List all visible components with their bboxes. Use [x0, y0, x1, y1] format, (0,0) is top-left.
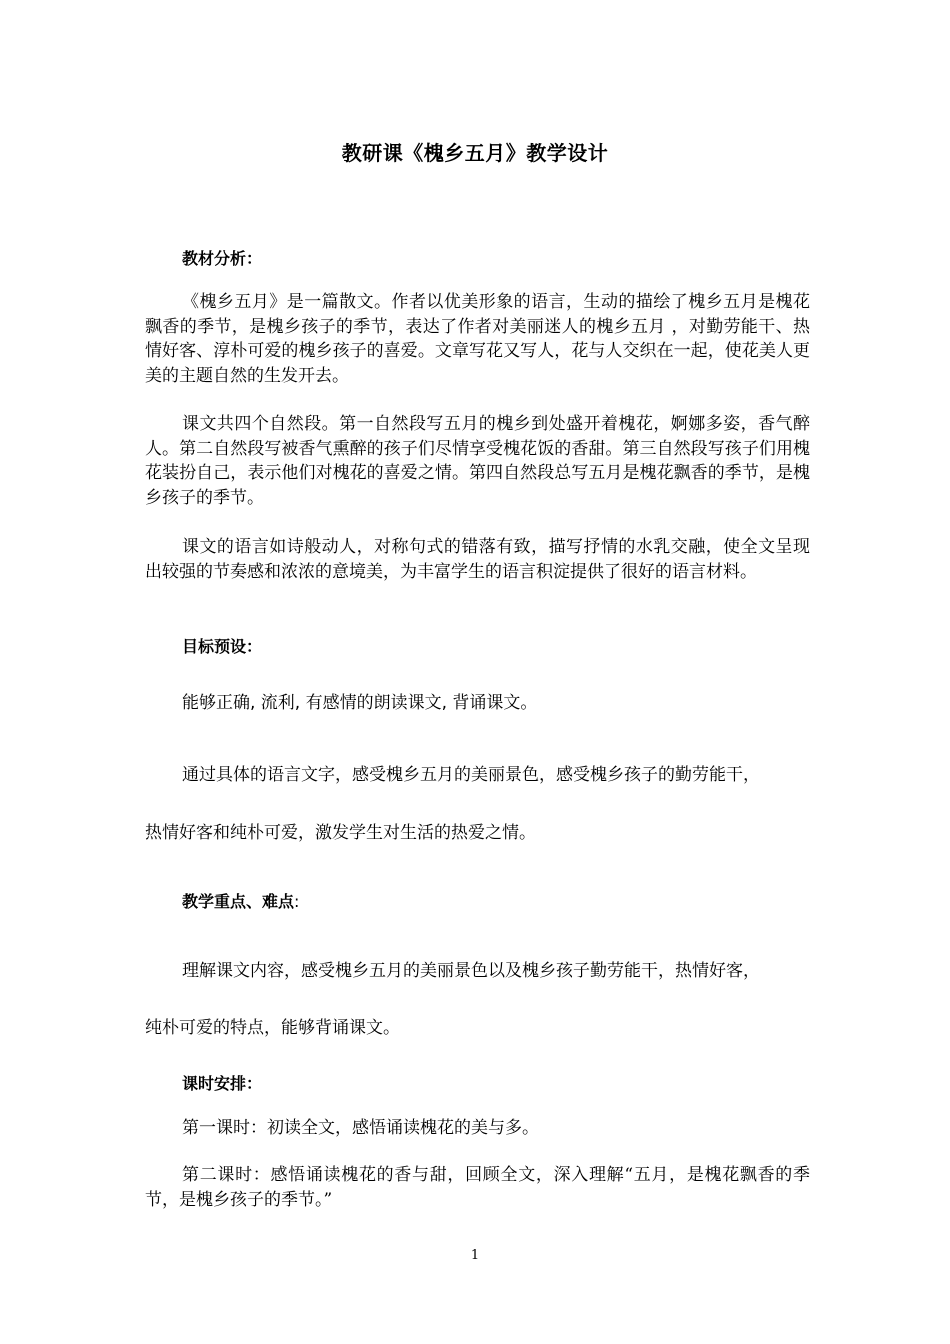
goal-item-2-line-2: 热情好客和纯朴可爱，激发学生对生活的热爱之情。	[145, 823, 536, 843]
heading-key-points	[182, 889, 299, 912]
heading-schedule: 课时安排：	[182, 1074, 263, 1093]
heading-analysis: 教材分析：	[182, 249, 263, 268]
heading-key-points-text: 教学重点、难点	[182, 892, 295, 911]
schedule-lesson-1: 第一课时：初读全文，感悟诵读槐花的美与多。	[182, 1118, 539, 1138]
key-points-line-2: 纯朴可爱的特点，能够背诵课文。	[145, 1018, 400, 1038]
analysis-paragraph-2: 课文共四个自然段。第一自然段写五月的槐乡到处盛开着槐花，婀娜多姿，香气醉人。第二自然段写被香气熏醉的孩子们尽情享受槐花饭的香甜。第三自然段写孩子们用槐花装扮自己，表示他们对槐花的喜爱之情。第四自然段总写五月是槐花飘香的季节，是槐乡孩子的季节。	[145, 414, 810, 508]
schedule-lesson-2: 第二课时：感悟诵读槐花的香与甜，回顾全文，深入理解“五月，是槐花飘香的季节，是槐乡孩子的季节。”	[145, 1165, 810, 1210]
heading-goals: 目标预设：	[182, 637, 263, 656]
document-title: 教研课《槐乡五月》教学设计	[341, 141, 609, 165]
goal-item-1: 能够正确, 流利, 有感情的朗读课文, 背诵课文。	[182, 693, 538, 713]
analysis-paragraph-3: 课文的语言如诗般动人，对称句式的错落有致，描写抒情的水乳交融，使全文呈现出较强的节奏感和浓浓的意境美，为丰富学生的语言积淀提供了很好的语言材料。	[145, 537, 810, 582]
goal-item-2-line-1: 通过具体的语言文字，感受槐乡五月的美丽景色，感受槐乡孩子的勤劳能干，	[182, 765, 760, 785]
analysis-paragraph-1: 《槐乡五月》是一篇散文。作者以优美形象的语言，生动的描绘了槐乡五月是槐花飘香的季节，是槐乡孩子的季节，表达了作者对美丽迷人的槐乡五月 ，对勤劳能干、热情好客、淳朴可爱的槐乡孩子的喜爱。文章写花又写人，花与人交织在一起，使花美人更美的主题自然的生发开去。	[145, 292, 810, 386]
page-number: 1	[470, 1248, 480, 1263]
heading-key-points-colon: :	[294, 892, 300, 911]
key-points-line-1: 理解课文内容，感受槐乡五月的美丽景色以及槐乡孩子勤劳能干，热情好客，	[182, 961, 760, 981]
